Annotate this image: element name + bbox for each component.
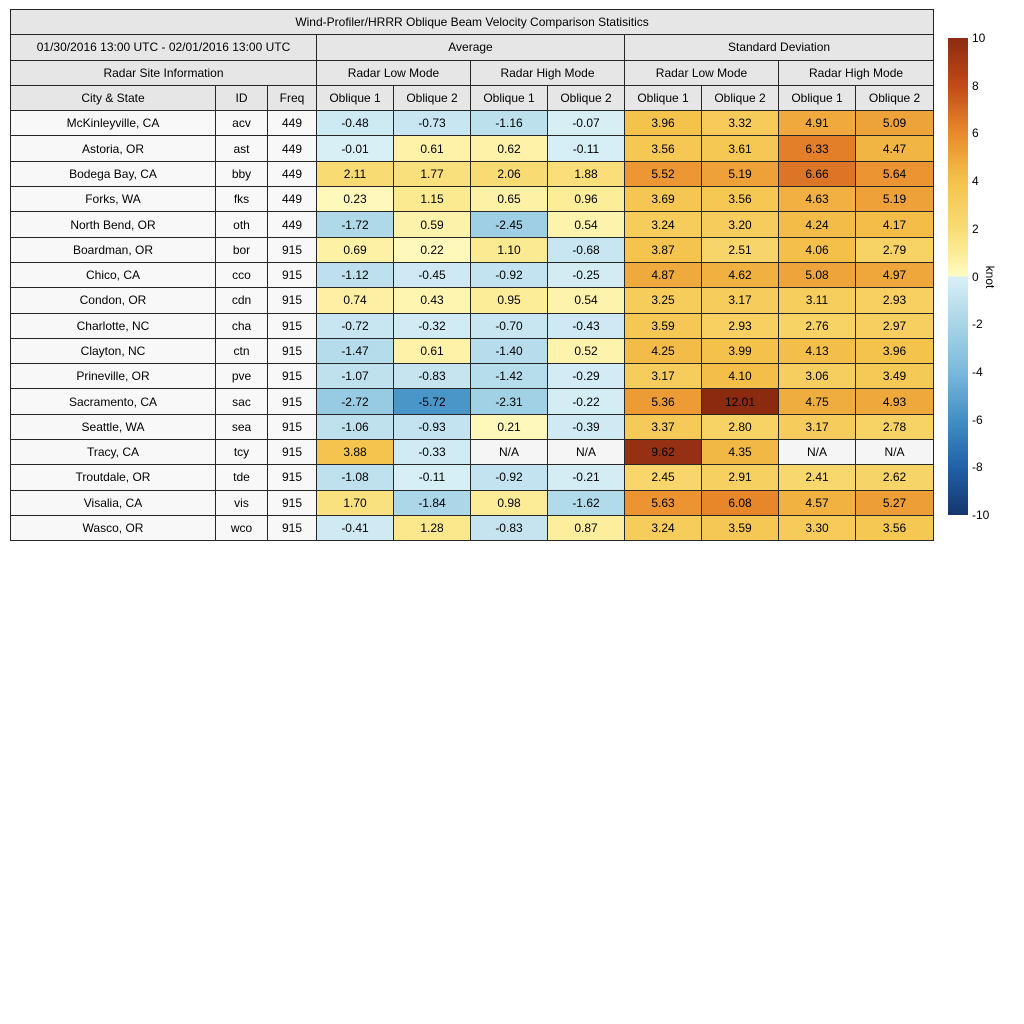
cell-value: 0.43 xyxy=(394,288,471,313)
cell-value: -0.93 xyxy=(394,414,471,439)
colorbar-tick-label: 6 xyxy=(972,126,979,141)
cell-station-id: sac xyxy=(216,389,268,414)
cell-value: 4.47 xyxy=(856,136,934,161)
cell-station-id: bor xyxy=(216,237,268,262)
col-header-oblique1: Oblique 1 xyxy=(471,85,548,110)
col-header-oblique2: Oblique 2 xyxy=(702,85,779,110)
cell-value: -0.11 xyxy=(548,136,625,161)
cell-value: -0.72 xyxy=(317,313,394,338)
cell-value: -1.72 xyxy=(317,212,394,237)
cell-value: 0.21 xyxy=(471,414,548,439)
cell-value: 1.88 xyxy=(548,161,625,186)
cell-value: 2.79 xyxy=(856,237,934,262)
cell-station-id: sea xyxy=(216,414,268,439)
cell-station-id: ctn xyxy=(216,338,268,363)
cell-value: 6.08 xyxy=(702,490,779,515)
table-row xyxy=(11,136,934,161)
cell-value: -0.43 xyxy=(548,313,625,338)
colorbar-tick-label: 0 xyxy=(972,269,979,284)
table-row xyxy=(11,111,934,136)
cell-value: 2.93 xyxy=(856,288,934,313)
cell-value: 1.77 xyxy=(394,161,471,186)
cell-value: 3.30 xyxy=(779,515,856,540)
cell-value: 0.54 xyxy=(548,288,625,313)
cell-frequency: 449 xyxy=(268,212,317,237)
cell-value: -0.92 xyxy=(471,262,548,287)
cell-value: 1.15 xyxy=(394,187,471,212)
cell-value: 2.41 xyxy=(779,465,856,490)
col-header-oblique1: Oblique 1 xyxy=(779,85,856,110)
cell-frequency: 449 xyxy=(268,111,317,136)
cell-value: N/A xyxy=(471,440,548,465)
cell-frequency: 915 xyxy=(268,490,317,515)
colorbar-tick-label: 2 xyxy=(972,221,979,236)
cell-value: -1.16 xyxy=(471,111,548,136)
cell-frequency: 915 xyxy=(268,364,317,389)
cell-value: 4.63 xyxy=(779,187,856,212)
cell-value: 4.87 xyxy=(625,262,702,287)
table-row xyxy=(11,389,934,414)
cell-value: 3.11 xyxy=(779,288,856,313)
cell-value: -1.06 xyxy=(317,414,394,439)
cell-value: 4.06 xyxy=(779,237,856,262)
cell-value: 2.78 xyxy=(856,414,934,439)
colorbar-axis-label: knot xyxy=(983,265,997,289)
cell-value: -2.45 xyxy=(471,212,548,237)
cell-value: 12.01 xyxy=(702,389,779,414)
cell-city: Seattle, WA xyxy=(11,414,216,439)
cell-city: Condon, OR xyxy=(11,288,216,313)
date-range: 01/30/2016 13:00 UTC - 02/01/2016 13:00 UTC xyxy=(11,35,317,60)
cell-value: 5.19 xyxy=(702,161,779,186)
cell-city: Chico, CA xyxy=(11,262,216,287)
cell-city: McKinleyville, CA xyxy=(11,111,216,136)
cell-value: 3.59 xyxy=(625,313,702,338)
group-header-row xyxy=(11,35,934,60)
cell-value: 3.37 xyxy=(625,414,702,439)
cell-value: -0.32 xyxy=(394,313,471,338)
cell-city: Boardman, OR xyxy=(11,237,216,262)
cell-value: 3.96 xyxy=(856,338,934,363)
cell-value: 3.24 xyxy=(625,212,702,237)
cell-station-id: cco xyxy=(216,262,268,287)
std-low-mode-header: Radar Low Mode xyxy=(625,60,779,85)
cell-frequency: 915 xyxy=(268,237,317,262)
table-body xyxy=(11,111,934,541)
cell-value: 0.69 xyxy=(317,237,394,262)
colorbar-tick-label: -6 xyxy=(972,412,983,427)
cell-value: 5.19 xyxy=(856,187,934,212)
cell-value: -0.25 xyxy=(548,262,625,287)
cell-station-id: fks xyxy=(216,187,268,212)
cell-value: 4.97 xyxy=(856,262,934,287)
cell-value: 3.06 xyxy=(779,364,856,389)
table-row xyxy=(11,313,934,338)
cell-city: North Bend, OR xyxy=(11,212,216,237)
cell-value: 5.08 xyxy=(779,262,856,287)
cell-value: 3.32 xyxy=(702,111,779,136)
table-row xyxy=(11,237,934,262)
cell-value: 3.17 xyxy=(702,288,779,313)
cell-city: Visalia, CA xyxy=(11,490,216,515)
cell-value: -0.45 xyxy=(394,262,471,287)
col-header-id: ID xyxy=(216,85,268,110)
cell-value: 3.87 xyxy=(625,237,702,262)
avg-low-mode-header: Radar Low Mode xyxy=(317,60,471,85)
colorbar-tick-label: 10 xyxy=(972,31,986,45)
col-header-oblique2: Oblique 2 xyxy=(856,85,934,110)
table-row xyxy=(11,338,934,363)
group-average-header: Average xyxy=(317,35,625,60)
cell-value: 4.17 xyxy=(856,212,934,237)
std-high-mode-header: Radar High Mode xyxy=(779,60,934,85)
cell-value: 4.13 xyxy=(779,338,856,363)
cell-value: 5.09 xyxy=(856,111,934,136)
cell-value: -1.42 xyxy=(471,364,548,389)
cell-value: 2.62 xyxy=(856,465,934,490)
cell-station-id: bby xyxy=(216,161,268,186)
cell-value: 2.97 xyxy=(856,313,934,338)
colorbar-tick-label: -8 xyxy=(972,460,983,475)
col-header-oblique1: Oblique 1 xyxy=(625,85,702,110)
cell-value: 2.45 xyxy=(625,465,702,490)
cell-value: 5.52 xyxy=(625,161,702,186)
cell-value: 1.10 xyxy=(471,237,548,262)
cell-value: 3.69 xyxy=(625,187,702,212)
cell-value: 5.64 xyxy=(856,161,934,186)
cell-frequency: 915 xyxy=(268,414,317,439)
cell-value: 4.75 xyxy=(779,389,856,414)
cell-value: 4.57 xyxy=(779,490,856,515)
col-header-oblique1: Oblique 1 xyxy=(317,85,394,110)
cell-value: 0.87 xyxy=(548,515,625,540)
cell-value: 2.51 xyxy=(702,237,779,262)
table-row xyxy=(11,440,934,465)
cell-frequency: 449 xyxy=(268,187,317,212)
cell-frequency: 915 xyxy=(268,338,317,363)
cell-value: -2.72 xyxy=(317,389,394,414)
cell-value: -0.39 xyxy=(548,414,625,439)
cell-value: -1.12 xyxy=(317,262,394,287)
cell-value: -1.47 xyxy=(317,338,394,363)
cell-value: 1.70 xyxy=(317,490,394,515)
cell-value: 3.59 xyxy=(702,515,779,540)
cell-station-id: oth xyxy=(216,212,268,237)
colorbar-tick-label: 8 xyxy=(972,78,979,93)
cell-value: 3.96 xyxy=(625,111,702,136)
cell-station-id: acv xyxy=(216,111,268,136)
cell-value: 3.99 xyxy=(702,338,779,363)
cell-value: 9.62 xyxy=(625,440,702,465)
cell-value: -1.84 xyxy=(394,490,471,515)
cell-value: 2.80 xyxy=(702,414,779,439)
cell-value: N/A xyxy=(548,440,625,465)
cell-value: 3.17 xyxy=(625,364,702,389)
cell-value: 4.62 xyxy=(702,262,779,287)
table-head xyxy=(11,10,934,111)
cell-value: 2.06 xyxy=(471,161,548,186)
cell-value: 6.33 xyxy=(779,136,856,161)
cell-value: -0.01 xyxy=(317,136,394,161)
title-row xyxy=(11,10,934,35)
cell-value: 3.56 xyxy=(856,515,934,540)
cell-city: Astoria, OR xyxy=(11,136,216,161)
cell-city: Prineville, OR xyxy=(11,364,216,389)
cell-frequency: 915 xyxy=(268,440,317,465)
cell-frequency: 915 xyxy=(268,465,317,490)
cell-station-id: wco xyxy=(216,515,268,540)
cell-value: -0.70 xyxy=(471,313,548,338)
group-std-header: Standard Deviation xyxy=(625,35,934,60)
table-row xyxy=(11,187,934,212)
cell-value: -0.11 xyxy=(394,465,471,490)
table-row xyxy=(11,288,934,313)
cell-city: Tracy, CA xyxy=(11,440,216,465)
stats-table xyxy=(10,9,934,541)
cell-value: 5.27 xyxy=(856,490,934,515)
cell-value: N/A xyxy=(779,440,856,465)
cell-city: Bodega Bay, CA xyxy=(11,161,216,186)
table-row xyxy=(11,212,934,237)
colorbar-tick-label: 4 xyxy=(972,174,979,189)
cell-value: 0.96 xyxy=(548,187,625,212)
table-row xyxy=(11,161,934,186)
cell-value: 0.74 xyxy=(317,288,394,313)
cell-value: 4.91 xyxy=(779,111,856,136)
cell-value: -0.41 xyxy=(317,515,394,540)
cell-value: 0.61 xyxy=(394,136,471,161)
cell-value: 3.24 xyxy=(625,515,702,540)
cell-value: -0.48 xyxy=(317,111,394,136)
cell-value: 1.28 xyxy=(394,515,471,540)
site-info-header: Radar Site Information xyxy=(11,60,317,85)
cell-city: Forks, WA xyxy=(11,187,216,212)
cell-value: 3.56 xyxy=(702,187,779,212)
cell-value: 4.25 xyxy=(625,338,702,363)
col-header-oblique2: Oblique 2 xyxy=(548,85,625,110)
cell-value: 0.23 xyxy=(317,187,394,212)
cell-value: 6.66 xyxy=(779,161,856,186)
table-row xyxy=(11,465,934,490)
column-header-row xyxy=(11,85,934,110)
cell-value: -0.83 xyxy=(471,515,548,540)
cell-city: Troutdale, OR xyxy=(11,465,216,490)
cell-value: 3.49 xyxy=(856,364,934,389)
cell-value: 0.95 xyxy=(471,288,548,313)
cell-value: -2.31 xyxy=(471,389,548,414)
cell-city: Wasco, OR xyxy=(11,515,216,540)
colorbar-tick-label: -4 xyxy=(972,364,983,379)
cell-frequency: 915 xyxy=(268,313,317,338)
cell-value: 4.93 xyxy=(856,389,934,414)
cell-value: -1.62 xyxy=(548,490,625,515)
cell-value: 0.22 xyxy=(394,237,471,262)
table-title: Wind-Profiler/HRRR Oblique Beam Velocity Comparison Statisitics xyxy=(11,10,934,35)
cell-city: Sacramento, CA xyxy=(11,389,216,414)
cell-station-id: cdn xyxy=(216,288,268,313)
cell-station-id: cha xyxy=(216,313,268,338)
cell-value: 3.25 xyxy=(625,288,702,313)
cell-frequency: 915 xyxy=(268,389,317,414)
cell-value: 4.10 xyxy=(702,364,779,389)
colorbar-tick-label: -10 xyxy=(972,508,990,522)
cell-value: -1.08 xyxy=(317,465,394,490)
cell-city: Clayton, NC xyxy=(11,338,216,363)
cell-value: -0.21 xyxy=(548,465,625,490)
cell-city: Charlotte, NC xyxy=(11,313,216,338)
cell-station-id: tcy xyxy=(216,440,268,465)
cell-value: 2.91 xyxy=(702,465,779,490)
cell-value: 0.59 xyxy=(394,212,471,237)
cell-value: 0.54 xyxy=(548,212,625,237)
colorbar xyxy=(948,38,968,515)
cell-frequency: 449 xyxy=(268,161,317,186)
cell-value: 2.93 xyxy=(702,313,779,338)
mode-header-row xyxy=(11,60,934,85)
cell-value: -0.07 xyxy=(548,111,625,136)
cell-value: -1.40 xyxy=(471,338,548,363)
cell-value: 3.17 xyxy=(779,414,856,439)
cell-value: 0.65 xyxy=(471,187,548,212)
cell-station-id: pve xyxy=(216,364,268,389)
cell-value: 0.98 xyxy=(471,490,548,515)
table-row xyxy=(11,490,934,515)
cell-station-id: tde xyxy=(216,465,268,490)
cell-value: 4.24 xyxy=(779,212,856,237)
cell-frequency: 915 xyxy=(268,262,317,287)
cell-value: -0.68 xyxy=(548,237,625,262)
cell-value: -1.07 xyxy=(317,364,394,389)
cell-value: -0.33 xyxy=(394,440,471,465)
cell-station-id: ast xyxy=(216,136,268,161)
avg-high-mode-header: Radar High Mode xyxy=(471,60,625,85)
cell-value: -0.73 xyxy=(394,111,471,136)
cell-value: 3.88 xyxy=(317,440,394,465)
col-header-freq: Freq xyxy=(268,85,317,110)
cell-value: -0.83 xyxy=(394,364,471,389)
col-header-city: City & State xyxy=(11,85,216,110)
cell-value: 3.56 xyxy=(625,136,702,161)
cell-frequency: 915 xyxy=(268,288,317,313)
table-row xyxy=(11,414,934,439)
table-row xyxy=(11,364,934,389)
cell-value: 3.20 xyxy=(702,212,779,237)
cell-value: 4.35 xyxy=(702,440,779,465)
cell-value: -0.22 xyxy=(548,389,625,414)
cell-value: 0.52 xyxy=(548,338,625,363)
cell-value: N/A xyxy=(856,440,934,465)
colorbar-tick-label: -2 xyxy=(972,317,983,332)
cell-frequency: 915 xyxy=(268,515,317,540)
cell-value: 5.63 xyxy=(625,490,702,515)
table-row xyxy=(11,515,934,540)
cell-frequency: 449 xyxy=(268,136,317,161)
cell-value: 2.11 xyxy=(317,161,394,186)
cell-value: 5.36 xyxy=(625,389,702,414)
cell-value: -5.72 xyxy=(394,389,471,414)
cell-value: 0.62 xyxy=(471,136,548,161)
table-row xyxy=(11,262,934,287)
cell-value: 0.61 xyxy=(394,338,471,363)
cell-value: -0.29 xyxy=(548,364,625,389)
cell-value: 3.61 xyxy=(702,136,779,161)
cell-value: 2.76 xyxy=(779,313,856,338)
cell-station-id: vis xyxy=(216,490,268,515)
cell-value: -0.92 xyxy=(471,465,548,490)
col-header-oblique2: Oblique 2 xyxy=(394,85,471,110)
